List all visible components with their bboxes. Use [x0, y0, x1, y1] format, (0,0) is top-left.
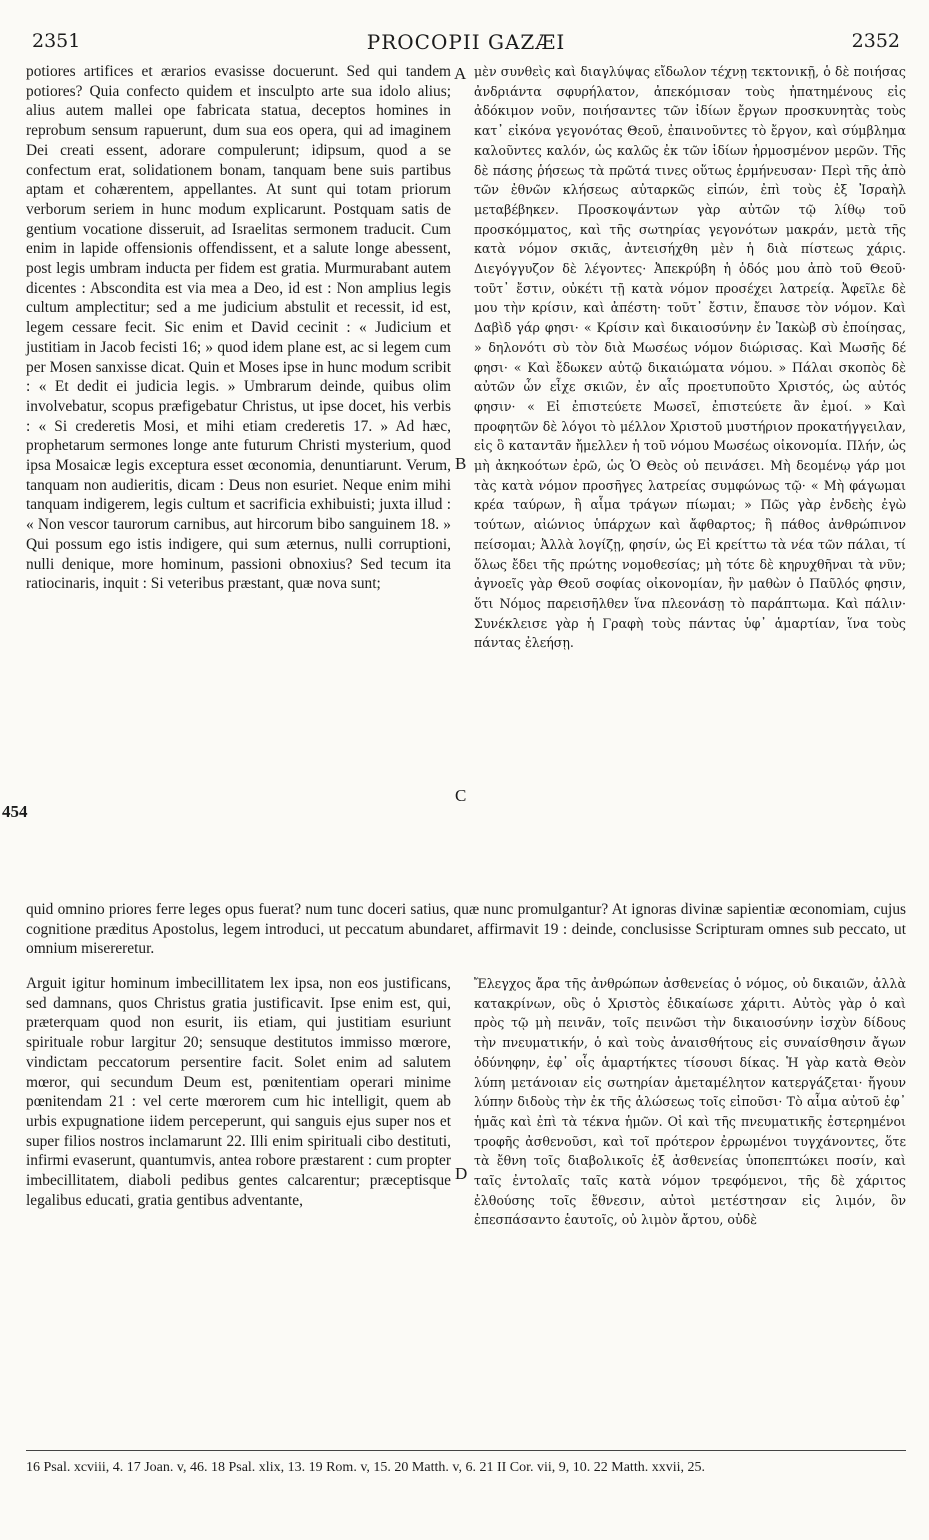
- right-page-number: 2352: [851, 30, 900, 52]
- margin-marker-454: 454: [2, 802, 28, 821]
- running-header: [26, 28, 906, 62]
- running-title: PROCOPII GAZÆI: [366, 30, 566, 54]
- latin-full-width-paragraph: quid omnino priores ferre leges opus fuerat? num tunc doceri satius, quæ nunc promulgantur? At ignoras divinæ sapientiæ œconomiam, cujus cognitione præditus Apostolus, legem introduci, ut peccatum abundaret, affirmavit 19 : deinde, conclusisse Scripturam omnes sub peccato, ut omnium misereretur.: [26, 901, 906, 958]
- margin-marker-b: B: [455, 454, 467, 473]
- greek-column-top: μὲν συνθεὶς καὶ διαγλύψας εἴδωλον τέχνῃ τεκτονικῇ, ὁ δὲ ποιήσας ἀνδριάντα σφυρήλατον, ἀπεκόμισαν τοὺς ἠπατημένους εἰς ἀδόκιμον νοῦν, ποιήσαντες τῶν ἰδίων ἔργων προσκυνητὰς τοὺς κατ᾽ εἰκόνα γεγονότας Θεοῦ, ἐπαινοῦντες τὸ ἔργον, καὶ σύμβλημα καλοῦντες καλόν, ὡς καλῶς ἐκ τῶν ἰδίων ἡρμοσμένον μερῶν. Τῆς δὲ πάσης ῥήσεως τὰ πρῶτά τινες οὕτως ἑρμήνευσαν· Περὶ τῆς ἀπὸ τῶν ἐθνῶν κλήσεως αὐταρκῶς εἰπών, ἐπὶ τοὺς ἐξ Ἰσραὴλ μεταβέβηκεν. Προσκοψάντων γὰρ αὐτῶν τῷ λίθῳ τοῦ προσκόμματος, καὶ τῆς σωτηρίας γεγονότων μακράν, μετὰ τῆς κατὰ νόμον σκιᾶς, ἀντεισήχθη μὲν ἡ διὰ πίστεως χάρις. Διεγόγγυζον δὲ λέγοντες· Ἀπεκρύβη ἡ ὁδός μου ἀπὸ τοῦ Θεοῦ· τοῦτ᾽ ἔστιν, οὐκέτι τῇ κατὰ νόμον προσέχει λατρείᾳ. Ἀφεῖλε δὲ μου τὴν κρίσιν, καὶ ἀπέστη· τοῦτ᾽ ἔστιν, ἔπαυσε τὸν νόμον. Καὶ Δαβὶδ γάρ φησι· « Κρίσιν καὶ δικαιοσύνην ἐν Ἰακὼβ σὺ ἐποίησας, » δηλονότι σὺ τὸν διὰ Μωσέως νόμον διώρισας. Καὶ Μωσῆς δέ φησι· « Καὶ ἔδωκεν αὐτῷ δικαιώματα νόμου. » Πάλαι σκοπὸς δὲ αὐτῶν ὧν εἶχε σκιῶν, ἐν αἷς προετυποῦτο Χριστός, ὡς αὐτός φησιν· « Εἰ ἐπιστεύετε Μωσεῖ, ἐπιστεύετε ἂν ἐμοί. » Καὶ προφητῶν δὲ λόγοι τὸ μέλλον Χριστοῦ μυστήριον προκατήγγειλαν, εἰς ὃ καταντᾶν ἤμελλεν ἡ τοῦ νόμου Μωσέως οἰκονομία. Πλήν, ὡς μὴ ἀκηκοότων ἐρῶ, ὡς Ὁ Θεὸς οὐ πεινάσει. Μὴ δεομένῳ γάρ μοι τὰς κατὰ νόμον προσῆγες λατρείας συμφώνως τῷ· « Μὴ φάγωμαι κρέα ταύρων, ἢ αἷμα τράγων πίωμαι; » Πῶς γὰρ ἐνδεὴς ἐγὼ τούτων, αἰώνιος ὑπάρχων καὶ ἄφθαρτος; ἢ πάθος ἀνθρώπινον πείσομαι; Ἀλλὰ λογίζῃ, φησίν, ὡς Εἰ κρείττω τὰ νέα τῶν πάλαι, τί ὅλως ἔδει τῆς πρώτης νομοθεσίας; μὴ τότε δὲ κηρυχθῆναι τὰ νῦν; ἀγνοεῖς γὰρ Θεοῦ σοφίας οἰκονομίαν, ἣν μαθὼν ὁ Παῦλός φησιν, ὅτι Νόμος παρεισῆλθεν ἵνα πλεονάσῃ τὸ παράπτωμα. Καὶ πάλιν· Συνέκλεισε γὰρ ἡ Γραφὴ τοὺς πάντας ὑφ᾽ ἁμαρτίαν, ἵνα τοὺς πάντας ἐλεήσῃ.: [474, 64, 906, 651]
- margin-marker-d: D: [455, 1164, 468, 1183]
- latin-column-top: potiores artifices et ærarios evasisse docuerunt. Sed qui tandem potiores? Quia confecto quidem et insculpto arte sua idolo alius; alius autem mallei ope fabricata statua, deceptos homines in reprobum sensum rapuerunt, dum sua eos opera, qui ad imaginem Dei creati essent, adorare compulerunt; idipsum, quod a se confectum erat, solidationem bonam, tanquam bene suis partibus aptam et cohærentem, appellantes. At sunt qui totam priorum verborum seriem in hunc modum explicarunt. Postquam satis de gentium vocatione disseruit, ad Israelitas sermonem traducit. Cum enim in lapide offensionis offendissent, et a salute longe abessent, post legis umbram inducta per fidem est gratia. Murmurabant autem dicentes : Abscondita est via mea a Deo, id est : Non amplius legis cultum amplectitur; sed a me judicium abstulit et recessit, id est, legem cessare fecit. Sic enim et David cecinit : « Judicium et justitiam in Jacob fecisti 16; » quod idem plane est, ac si legem cum per Mosen sanxisse dicat. Quin et Moses ipse in hunc modum scribit : « Et dedit ei judicia legis. » Umbrarum deinde, quibus olim involvebatur, scopus præfigebatur Christus, ut ipse docet, his verbis : « Si crederetis Mosi, et mihi etiam crederetis 17. » Ad hæc, prophetarum sermones longe ante futurum Christi mysterium, quod ipsa Mosaicæ legis exceptura esset œconomia, denuntiarunt. Verum, tanquam non audieritis, dicam : Deus non esuriet. Neque enim mihi tanquam indigerem, legis cultum et sacrificia exhibuisti; juxta illud : « Non vescor taurorum carnibus, aut hircorum bibo sanguinem 18. » Qui possum ego istis indigere, qui sum æternus, nulli corruptioni, nulli denique, more hominum, passioni obnoxius? Sed tecum ita ratiocinaris, inquit : Si veteribus præstant, quæ nova sunt;: [26, 63, 451, 593]
- left-page-number: 2351: [32, 30, 81, 52]
- latin-column-bottom: Arguit igitur hominum imbecillitatem lex ipsa, non eos justificans, sed damnans, quos Christus gratia justificavit. Ipse enim est, qui, præterquam quod non esurit, iis etiam, qui justitiam esuriunt spirituale robur largitur 20; sensuque destitutos immisso mœrore, vindictam peccatorum persentire facit. Solet enim ad salutem mœror, qui secundum Deum est, pœnitentiam operari minime pœnitendam 21 : vel certe mœrorem cum hic intelligit, quem ab urbis expugnatione iidem perceperunt, qui sanguis ejus super nos et super filios nostros inclamarunt 22. Illi enim spirituali cibo destituti, infirmi evaserunt, quantumvis, antea robore præstarent : cum propter imbecillitatem, diaboli pedibus gentes calcarentur; præceptisque legalibus educati, gratia gentibus adventante,: [26, 975, 451, 1209]
- page: [2, 28, 906, 1518]
- margin-marker-c: C: [455, 786, 467, 805]
- footnotes: 16 Psal. xcviii, 4. 17 Joan. v, 46. 18 Psal. xlix, 13. 19 Rom. v, 15. 20 Matth. v, 6. 21 II Cor. vii, 9, 10. 22 Matth. xxvii, 25.: [26, 1450, 906, 1476]
- margin-marker-a: A: [454, 64, 467, 83]
- greek-column-bottom: Ἔλεγχος ἄρα τῆς ἀνθρώπων ἀσθενείας ὁ νόμος, οὐ δικαιῶν, ἀλλὰ κατακρίνων, οὓς ὁ Χριστὸς ἐδικαίωσε χάριτι. Αὐτὸς γὰρ ὁ καὶ πρὸς τῷ μὴ πεινᾶν, τοῖς πεινῶσι τὴν δικαιοσύνην ἰσχὺν δίδους τὴν πνευματικήν, ὁ καὶ τοὺς ἀναισθήτους εἰς συναίσθησιν ἄγων ὀδύνηφην, ἐφ᾽ οἷς ἁμαρτήκτες τίσουσι δίκας. Ἡ γὰρ κατὰ Θεὸν λύπη μετάνοιαν εἰς σωτηρίαν ἀμεταμέλητον κατεργάζεται· ἤγουν λύπην διδοὺς τὴν ἐκ τῆς ἁλώσεως τοῖς εἰποῦσι· Τὸ αἷμα αὐτοῦ ἐφ᾽ ἡμᾶς καὶ ἐπὶ τὰ τέκνα ἡμῶν. Οἱ καὶ τῆς πνευματικῆς ἐστερημένοι τροφῆς ἀσθενοῦσι, καὶ τοῖ πρότερον ἐρρωμένοι τυγχάνοντες, ὅτε τὰ ἔθνη τοῖς διαβολικοῖς ἐξ ἀσθενείας ὑποπεπτώκει ποσίν, καὶ ταῖς ἐντολαῖς ταῖς κατὰ νόμον τρεφόμενοι, τῆς δὲ χάριτος ἐλθούσης τοῖς ἔθνεσιν, αὐτοὶ μετέστησαν εἰς λιμόν, ὃν ἐπεσπάσαντο ἑαυτοῖς, οὐ λιμὸν ἄρτου, οὐδὲ: [474, 976, 906, 1228]
